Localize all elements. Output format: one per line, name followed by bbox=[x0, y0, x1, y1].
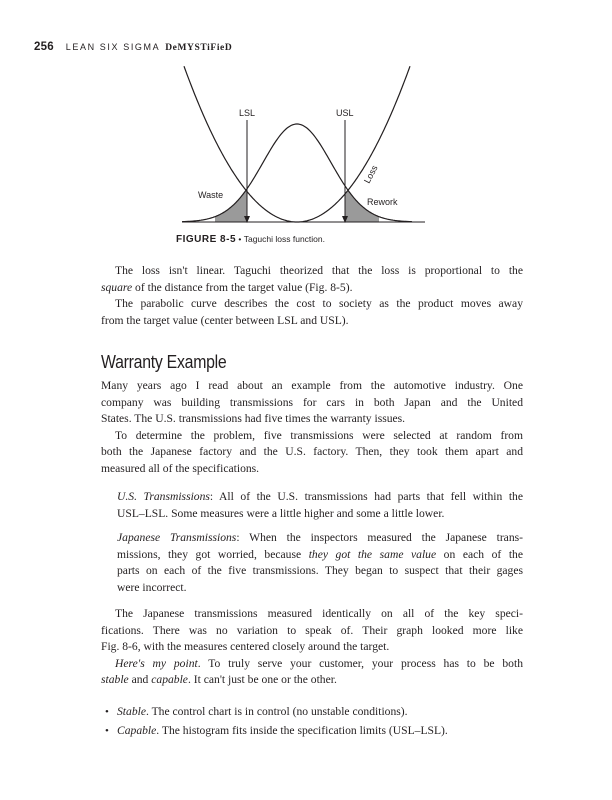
waste-label: Waste bbox=[198, 190, 224, 200]
bullet-item-stable bbox=[101, 704, 523, 723]
paragraph-line: from the target value (center between LSL and USL). bbox=[101, 313, 349, 327]
lsl-label: LSL bbox=[239, 108, 256, 118]
us-transmissions-block bbox=[101, 489, 523, 522]
paragraph-line: were incorrect. bbox=[117, 580, 187, 594]
paragraph-line bbox=[101, 656, 523, 673]
book-title: LEAN SIX SIGMA bbox=[65, 42, 161, 52]
text-run: and bbox=[128, 673, 152, 687]
bullet-text: . The histogram fits inside the specification limits (USL–LSL). bbox=[156, 724, 448, 737]
bullet-list bbox=[101, 704, 523, 742]
figure-caption-text: Taguchi loss function. bbox=[243, 234, 325, 244]
bullet-dot: • bbox=[105, 725, 109, 737]
taguchi-loss-diagram bbox=[160, 64, 440, 236]
paragraph-line: Many years ago I read about an example from the automotive industry. One bbox=[101, 379, 523, 392]
conclusion-paragraphs bbox=[101, 606, 523, 689]
paragraph-line: Fig. 8-6, with the measures centered closely around the target. bbox=[101, 640, 390, 654]
text-run: of the distance from the target value (Fig. 8-5). bbox=[132, 280, 353, 294]
paragraph-line bbox=[101, 489, 523, 506]
paragraph-line bbox=[101, 530, 523, 547]
paragraph-line bbox=[101, 547, 523, 564]
paragraph-line: measured all of the specifications. bbox=[101, 461, 260, 475]
text-run: . To truly serve your customer, your process has to be both bbox=[197, 656, 523, 670]
intro-paragraphs bbox=[101, 263, 523, 329]
paragraph-line: parts on each of the five transmissions. They began to suspect that their gages bbox=[117, 564, 523, 578]
book-subtitle: DeMYSTiFieD bbox=[165, 43, 233, 53]
rework-label: Rework bbox=[367, 197, 398, 207]
japanese-transmissions-block bbox=[101, 530, 523, 596]
paragraph-line bbox=[101, 672, 523, 689]
paragraph-line: The Japanese transmissions measured identically on all of the key speci- bbox=[115, 607, 523, 620]
paragraph-line: company was building transmissions for cars in both Japan and the United bbox=[101, 395, 523, 409]
emphasis: stable bbox=[101, 673, 129, 687]
emphasis: square bbox=[101, 280, 133, 294]
bullet-dot: • bbox=[105, 706, 109, 718]
emphasis: Here's my point bbox=[115, 656, 198, 670]
text-run: missions, they got worried, because bbox=[117, 547, 309, 561]
paragraph-line: To determine the problem, five transmissions were selected at random from bbox=[115, 428, 523, 442]
paragraph-line: USL–LSL. Some measures were a little higher and some a little lower. bbox=[117, 506, 445, 520]
paragraph-line: The loss isn't linear. Taguchi theorized that the loss is proportional to the bbox=[115, 264, 523, 277]
us-transmissions-label: U.S. Transmissions bbox=[117, 490, 210, 503]
paragraph-line: The parabolic curve describes the cost to society as the product moves away bbox=[115, 297, 523, 311]
figure-number: FIGURE 8-5 bbox=[176, 234, 237, 245]
running-head bbox=[34, 41, 232, 57]
paragraph-line bbox=[101, 280, 523, 297]
figure-caption bbox=[176, 234, 325, 245]
normal-distribution-curve bbox=[182, 124, 412, 222]
bullet-text: . The control chart is in control (no unstable conditions). bbox=[145, 705, 408, 718]
usl-label: USL bbox=[336, 108, 354, 118]
taguchi-loss-figure bbox=[160, 64, 440, 236]
text-run: : When the inspectors measured the Japanese trans- bbox=[236, 531, 523, 544]
figure-separator: • bbox=[236, 234, 244, 244]
paragraph-line: States. The U.S. transmissions had five times the warranty issues. bbox=[101, 412, 406, 426]
section-heading: Warranty Example bbox=[101, 352, 227, 372]
emphasis: capable bbox=[151, 673, 188, 687]
emphasis: they got the same value bbox=[308, 547, 437, 561]
bullet-term: Capable bbox=[117, 724, 157, 737]
bullet-term: Stable bbox=[117, 705, 146, 718]
text-run: : All of the U.S. transmissions had parts that fell within the bbox=[209, 490, 523, 503]
page-number: 256 bbox=[34, 41, 54, 53]
text-run: . It can't just be one or the other. bbox=[187, 673, 337, 687]
bullet-item-capable bbox=[101, 723, 523, 742]
paragraph-line: both the Japanese factory and the U.S. factory. Then, they took them apart and bbox=[101, 445, 523, 459]
japanese-transmissions-label: Japanese Transmissions bbox=[117, 531, 237, 544]
loss-label: Loss bbox=[361, 163, 380, 185]
text-run: on each of the bbox=[436, 547, 523, 561]
warranty-paragraphs bbox=[101, 378, 523, 478]
paragraph-line: fications. There was no variation to speak of. Their graph looked more like bbox=[101, 623, 523, 637]
